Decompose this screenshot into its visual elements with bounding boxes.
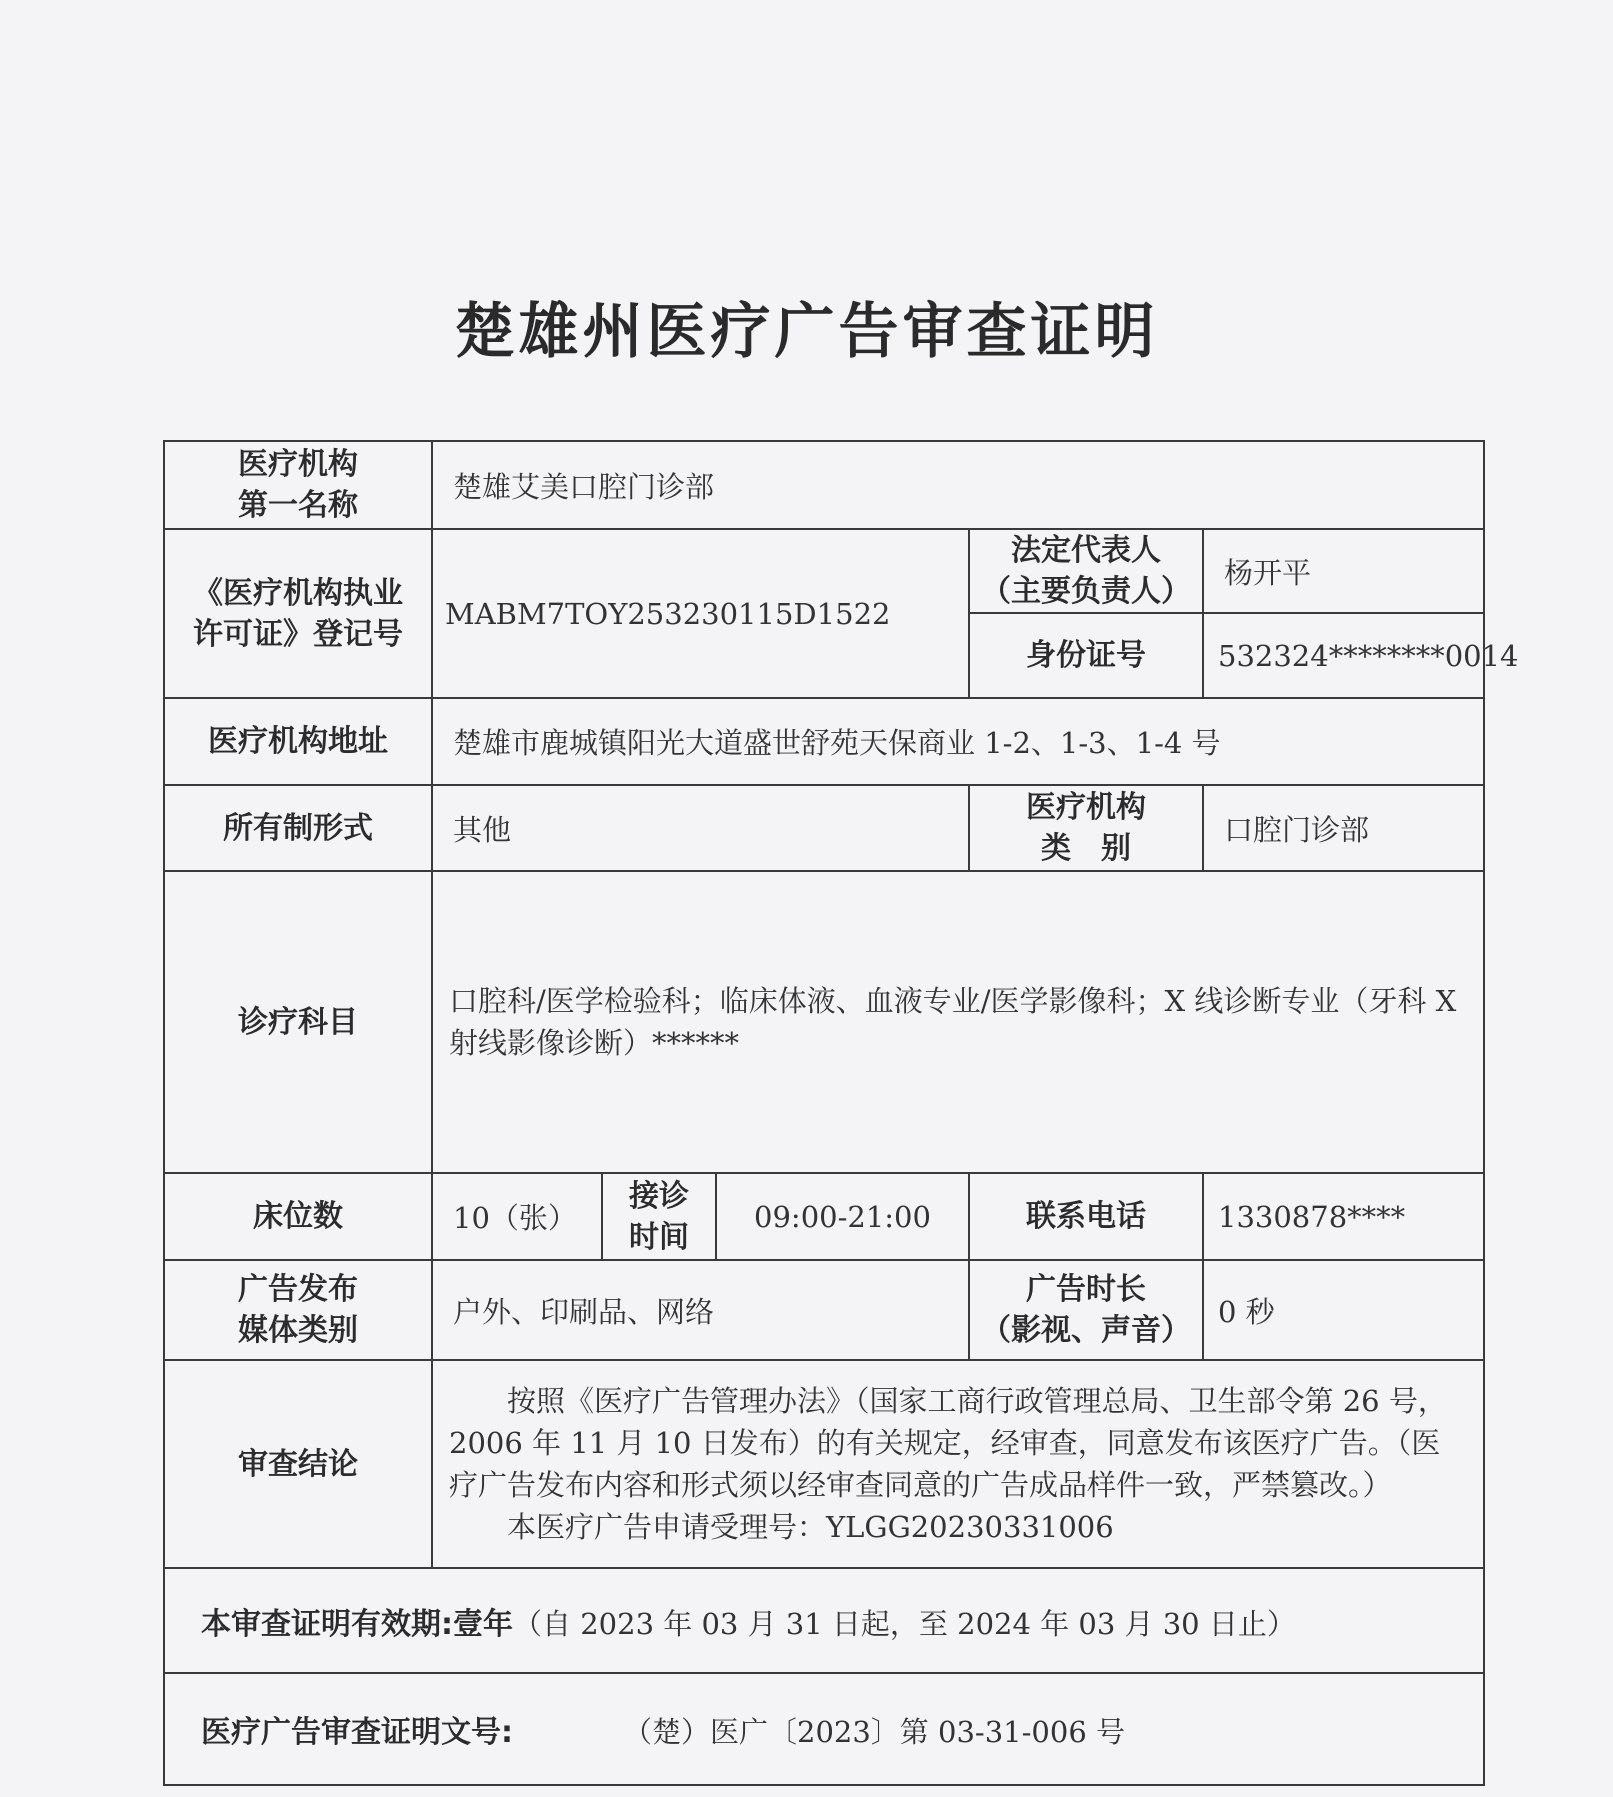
beds-label: 床位数: [164, 1173, 432, 1260]
beds-value: 10（张）: [432, 1173, 602, 1260]
validity-label: 本审查证明有效期:壹年: [201, 1606, 513, 1642]
row-validity: [164, 1568, 1484, 1673]
validity-value: （自 2023 年 03 月 31 日起，至 2024 年 03 月 30 日止）: [513, 1606, 1296, 1641]
doc-no-cell: [164, 1673, 1484, 1785]
row-media: [164, 1260, 1484, 1360]
phone-value: 1330878****: [1203, 1173, 1484, 1260]
license-no-value: MABM7TOY253230115D1522: [432, 529, 969, 698]
conclusion-label: 审查结论: [164, 1360, 432, 1568]
category-label: 医疗机构 类 别: [969, 785, 1203, 871]
validity-cell: [164, 1568, 1484, 1673]
hours-label: 接诊 时间: [602, 1173, 716, 1260]
hours-value: 09:00-21:00: [716, 1173, 969, 1260]
row-conclusion: [164, 1360, 1484, 1568]
document-title: 楚雄州医疗广告审查证明: [454, 297, 1159, 367]
media-label: 广告发布 媒体类别: [164, 1260, 432, 1360]
address-label: 医疗机构地址: [164, 698, 432, 785]
doc-no-label: 医疗广告审查证明文号:: [201, 1715, 513, 1750]
duration-label: 广告时长 （影视、声音）: [969, 1260, 1203, 1360]
row-doc-no: [164, 1673, 1484, 1785]
legal-rep-value: 杨开平: [1203, 529, 1484, 613]
departments-value: 口腔科/医学检验科；临床体液、血液专业/医学影像科；X 线诊断专业（牙科 X 射线影像诊断）******: [432, 871, 1484, 1173]
row-license-top: [164, 529, 1484, 613]
category-value: 口腔门诊部: [1203, 785, 1484, 871]
institution-name-label: 医疗机构 第一名称: [164, 441, 432, 529]
row-institution-name: [164, 441, 1484, 529]
row-beds: [164, 1173, 1484, 1260]
certificate-form-table: [163, 440, 1519, 1786]
application-number: 本医疗广告申请受理号：YLGG20230331006: [507, 1510, 1114, 1544]
duration-value: 0 秒: [1203, 1260, 1484, 1360]
ownership-value: 其他: [432, 785, 969, 871]
row-ownership: [164, 785, 1484, 871]
phone-label: 联系电话: [969, 1173, 1203, 1260]
address-value: 楚雄市鹿城镇阳光大道盛世舒苑天保商业 1-2、1-3、1-4 号: [432, 698, 1484, 785]
departments-label: 诊疗科目: [164, 871, 432, 1173]
row-departments: [164, 871, 1484, 1173]
media-value: 户外、印刷品、网络: [432, 1260, 969, 1360]
doc-no-value: （楚）医广〔2023〕第 03-31-006 号: [623, 1715, 1125, 1749]
row-address: [164, 698, 1484, 785]
license-no-label: 《医疗机构执业 许可证》登记号: [164, 529, 432, 698]
conclusion-cell: [432, 1360, 1484, 1568]
conclusion-text: 按照《医疗广告管理办法》（国家工商行政管理总局、卫生部令第 26 号，2006 年 11 月 10 日发布）的有关规定，经审查，同意发布该医疗广告。（医疗广告发布内容和形式须以经审查同意的广告成品样件一致，严禁篡改。）: [449, 1384, 1447, 1502]
institution-name-value: 楚雄艾美口腔门诊部: [432, 441, 1484, 529]
legal-rep-label: 法定代表人 （主要负责人）: [969, 529, 1203, 613]
ownership-label: 所有制形式: [164, 785, 432, 871]
id-no-value: 532324********0014: [1203, 613, 1484, 698]
id-no-label: 身份证号: [969, 613, 1203, 698]
